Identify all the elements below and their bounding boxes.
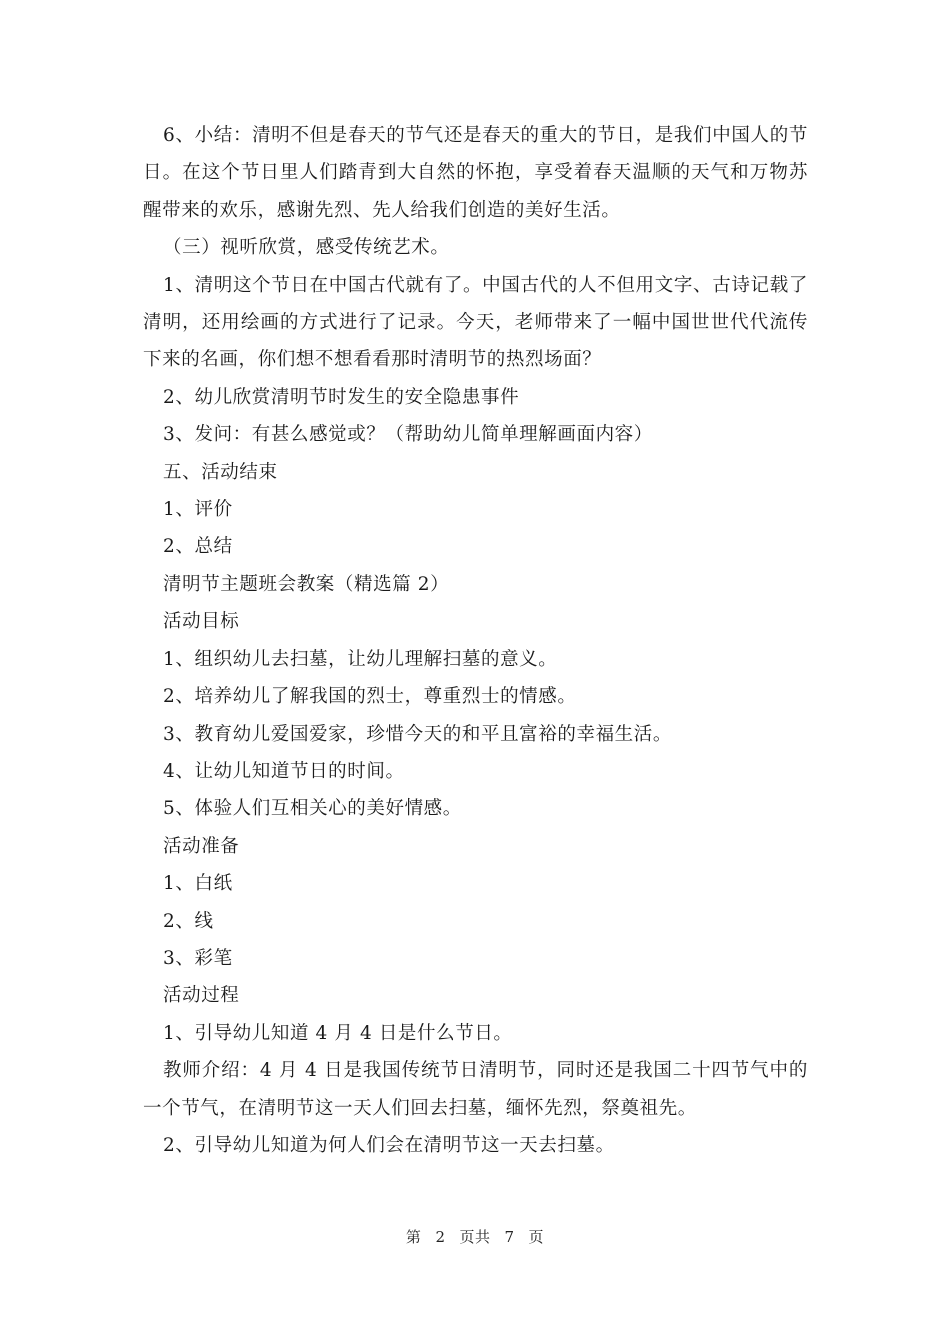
list-item: 3、教育幼儿爱国爱家，珍惜今天的和平且富裕的幸福生活。 — [163, 723, 672, 745]
section-heading: 活动准备 — [163, 835, 240, 857]
section-heading: （三）视听欣赏，感受传统艺术。 — [163, 237, 450, 259]
document-title: 清明节主题班会教案（精选篇 2） — [163, 573, 450, 595]
current-page-number: 2 — [435, 1228, 446, 1246]
list-item: 3、发问：有甚么感觉或？（帮助幼儿简单理解画面内容） — [163, 424, 653, 446]
paragraph: 1、清明这个节日在中国古代就有了。中国古代的人不但用文字、古诗记载了清明，还用绘画的方式进行了记录。今天，老师带来了一幅中国世世代代流传下来的名画，你们想不想看看那时清明节的热烈场面？ — [143, 274, 808, 371]
list-item: 5、体验人们互相关心的美好情感。 — [163, 798, 462, 820]
page-label-suffix: 页 — [528, 1228, 545, 1246]
list-item: 2、培养幼儿了解我国的烈士，尊重烈士的情感。 — [163, 686, 577, 708]
list-item: 2、引导幼儿知道为何人们会在清明节这一天去扫墓。 — [163, 1134, 615, 1156]
list-item: 2、线 — [163, 910, 214, 932]
section-heading: 活动过程 — [163, 985, 240, 1007]
section-heading: 五、活动结束 — [163, 461, 278, 483]
list-item: 1、白纸 — [163, 873, 233, 895]
list-item: 1、评价 — [163, 499, 233, 521]
list-item: 1、组织幼儿去扫墓，让幼儿理解扫墓的意义。 — [163, 648, 558, 670]
paragraph: 6、小结：清明不但是春天的节气还是春天的重大的节日，是我们中国人的节日。在这个节日里人们踏青到大自然的怀抱，享受着春天温顺的天气和万物苏醒带来的欢乐，感谢先烈、先人给我们创造的美好生活。 — [143, 125, 808, 221]
list-item: 2、幼儿欣赏清明节时发生的安全隐患事件 — [163, 386, 520, 408]
list-item: 3、彩笔 — [163, 947, 233, 969]
document-body — [143, 117, 808, 1164]
list-item: 2、总结 — [163, 536, 233, 558]
page-label-mid: 页共 — [459, 1228, 491, 1246]
page-label-prefix: 第 — [405, 1228, 422, 1246]
paragraph: 教师介绍：4 月 4 日是我国传统节日清明节，同时还是我国二十四节气中的一个节气，在清明节这一天人们回去扫墓，缅怀先烈，祭奠祖先。 — [143, 1060, 808, 1119]
section-heading: 活动目标 — [163, 611, 240, 633]
list-item: 4、让幼儿知道节日的时间。 — [163, 760, 405, 782]
total-pages-number: 7 — [504, 1228, 515, 1246]
page-footer — [0, 1226, 950, 1247]
list-item: 1、引导幼儿知道 4 月 4 日是什么节日。 — [163, 1022, 513, 1044]
